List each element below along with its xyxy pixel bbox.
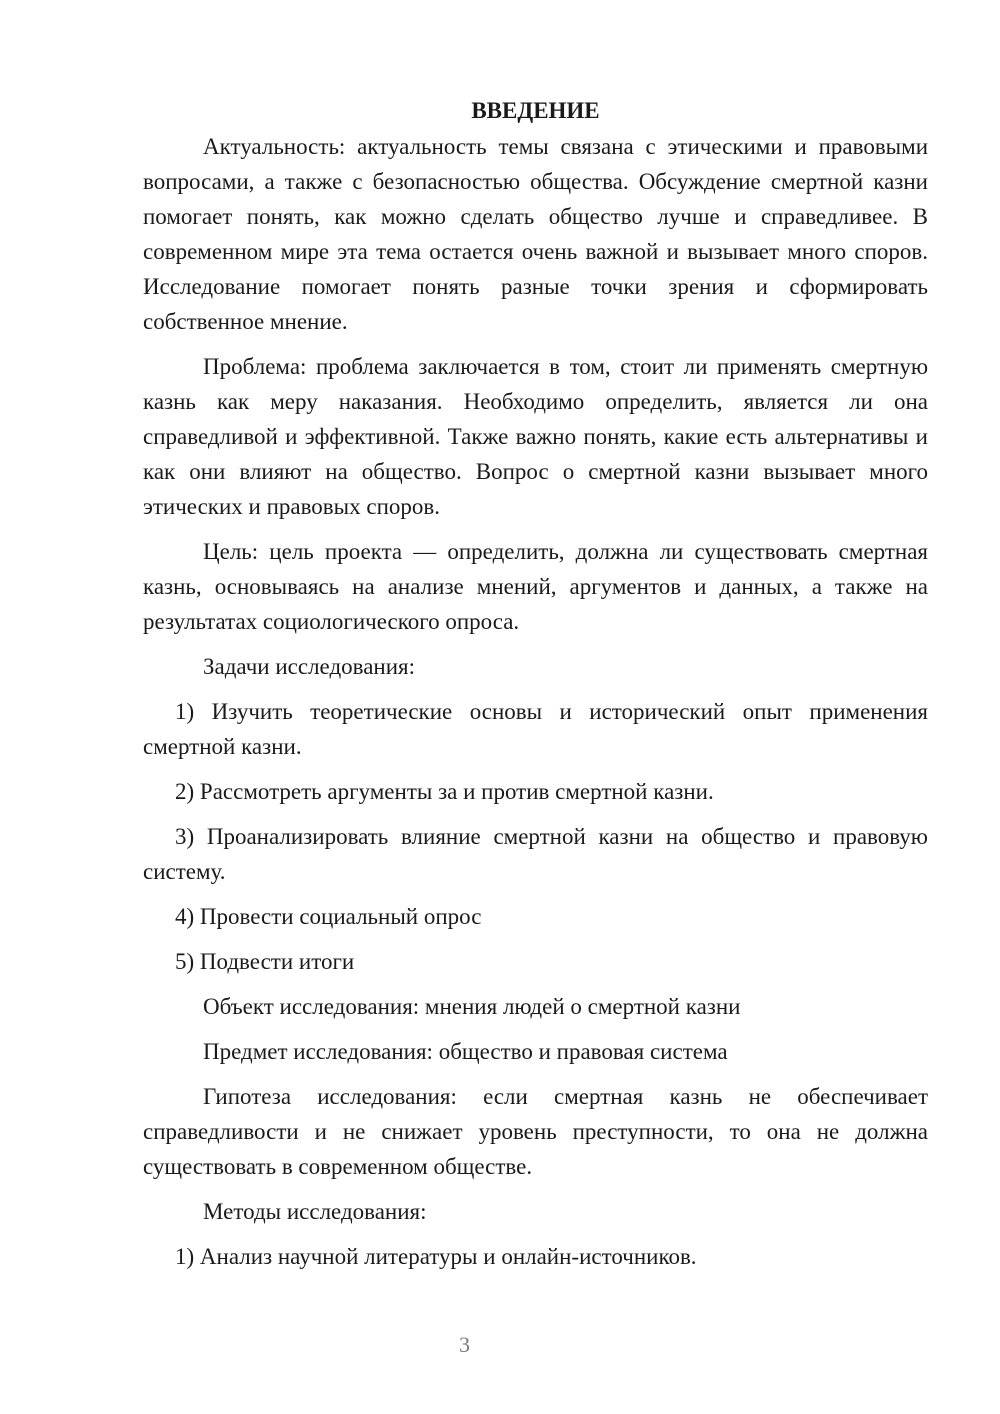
task-item-5: 5) Подвести итоги [175,949,355,974]
task-item-3: 3) Проанализировать влияние смертной казни на общество и правовую систему. [143,824,928,884]
page-number: 3 [459,1332,470,1357]
paragraph-object: Объект исследования: мнения людей о смертной казни [203,994,741,1019]
paragraph-goal: Цель: цель проекта — определить, должна ли существовать смертная казнь, основываясь на анализе мнений, аргументов и данных, а также на результатах социологического опроса. [143,539,928,634]
task-item-1: 1) Изучить теоретические основы и исторический опыт применения смертной казни. [143,699,928,759]
paragraph-hypothesis: Гипотеза исследования: если смертная казнь не обеспечивает справедливости и не снижает уровень преступности, то она не должна существовать в современном обществе. [143,1084,928,1179]
section-title: ВВЕДЕНИЕ [471,98,600,123]
methods-heading: Методы исследования: [203,1199,427,1224]
task-item-4: 4) Провести социальный опрос [175,904,482,929]
page-content [143,93,928,1284]
task-item-2: 2) Рассмотреть аргументы за и против смертной казни. [175,779,714,804]
tasks-heading: Задачи исследования: [203,654,416,679]
paragraph-relevance: Актуальность: актуальность темы связана с этическими и правовыми вопросами, а также с безопасностью общества. Обсуждение смертной казни помогает понять, как можно сделать общество лучше и справедливее. В современном мире эта тема остается очень важной и вызывает много споров. Исследование помогает понять разные точки зрения и сформировать собственное мнение. [143,134,928,334]
method-item-1: 1) Анализ научной литературы и онлайн-источников. [175,1244,697,1269]
paragraph-problem: Проблема: проблема заключается в том, стоит ли применять смертную казнь как меру наказания. Необходимо определить, является ли она справедливой и эффективной. Также важно понять, какие есть альтернативы и как они влияют на общество. Вопрос о смертной казни вызывает много этических и правовых споров. [143,354,928,519]
paragraph-subject: Предмет исследования: общество и правовая система [203,1039,728,1064]
